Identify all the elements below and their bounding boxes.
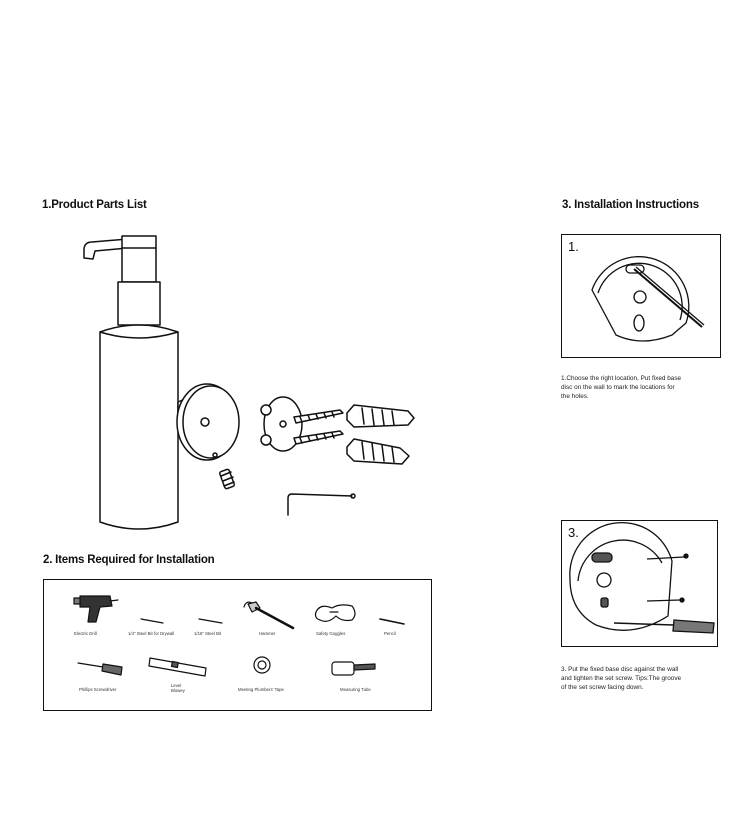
step-1-text <box>561 374 731 402</box>
level-icon <box>149 658 206 676</box>
screwdriver-icon <box>78 663 122 675</box>
parts-list-heading: 1.Product Parts List <box>42 199 147 211</box>
tape-icon <box>254 657 270 673</box>
drill-icon <box>74 596 118 622</box>
tool-label-level: Level <box>171 683 182 688</box>
measuring-tape-icon <box>332 662 375 675</box>
tool-label-steel-bit: 1/16" Steel Bit <box>194 631 222 636</box>
step-1-line-1: 1.Choose the right location, Put fixed base <box>561 375 682 382</box>
step-3-line-2: and tighten the set screw. Tips:The groove <box>561 675 682 683</box>
safety-goggles-icon <box>316 605 356 621</box>
step-3-text <box>561 665 731 693</box>
drill-bit-drywall-icon <box>141 619 163 623</box>
items-required-heading: 2. Items Required for Installation <box>43 554 215 566</box>
tool-label-drywall-bit: 1/4" Steel Bit for Drywall <box>128 631 175 636</box>
tool-label-drill: Electric Drill <box>74 631 97 636</box>
tool-label-level-2: Blowey <box>171 688 185 693</box>
step-1-number: 1. <box>568 239 579 254</box>
tool-label-screwdriver: Phillips Screwdriver <box>79 687 117 692</box>
pencil-icon <box>380 619 404 624</box>
tool-label-pencil: Pencil <box>384 631 396 636</box>
step-1-line-3: the holes. <box>561 393 589 401</box>
steel-bit-icon <box>199 619 222 623</box>
tool-label-measuring: Measuring Tube <box>340 687 371 692</box>
step-1-line-2: disc on the wall to mark the locations for <box>561 384 675 392</box>
step-3-number: 3. <box>568 525 579 540</box>
hammer-icon <box>244 602 293 628</box>
tool-label-goggles: Safety Goggles <box>316 631 346 636</box>
step-3-illustration <box>561 520 718 647</box>
step-1-base-disc <box>562 235 720 357</box>
tool-label-tape: Meeting Plumbers' Tape <box>238 687 284 692</box>
step-3-line-1: 3. Put the fixed base disc against the wall <box>561 666 679 673</box>
step-1-illustration <box>561 234 721 358</box>
step-3-line-3: of the set screw facing down. <box>561 684 644 692</box>
step-3-mounting <box>562 521 717 646</box>
tool-label-hammer: Hammer <box>259 631 276 636</box>
installation-heading: 3. Installation Instructions <box>562 199 699 211</box>
